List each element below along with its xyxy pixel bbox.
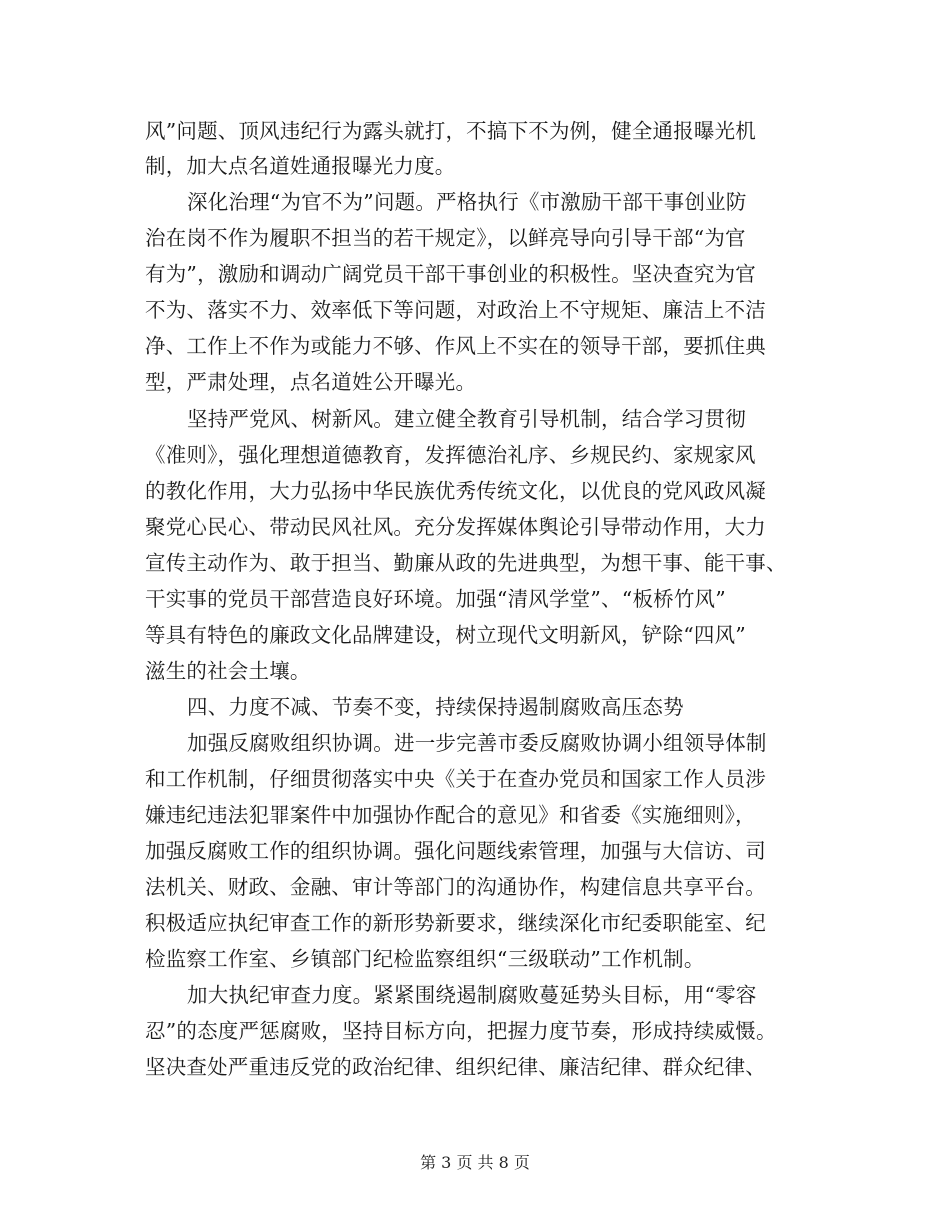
text-line: 《准则》，强化理想道德教育，发挥德治礼序、乡规民约、家规家风 <box>145 443 756 467</box>
text-line: 检监察工作室、乡镇部门纪检监察组织“三级联动”工作机制。 <box>145 947 705 971</box>
text-line: 忍”的态度严惩腐败，坚持目标方向，把握力度节奏，形成持续威慑。 <box>145 1019 777 1043</box>
text-line: 等具有特色的廉政文化品牌建设，树立现代文明新风，铲除“四风” <box>145 623 746 647</box>
text-line: 加强反腐败工作的组织协调。强化问题线索管理，加强与大信访、司 <box>145 839 766 863</box>
text-line: 有为”，激励和调动广阔党员干部干事创业的积极性。坚决查究为官 <box>145 262 756 286</box>
text-line: 宣传主动作为、敢于担当、勤廉从政的先进典型，为想干事、能干事、 <box>145 551 787 575</box>
text-line: 加大执纪审查力度。紧紧围绕遏制腐败蔓延势头目标，用“零容 <box>187 983 757 1007</box>
section-heading: 四、力度不减、节奏不变，持续保持遏制腐败高压态势 <box>187 695 684 719</box>
text-line: 聚党心民心、带动民风社风。充分发挥媒体舆论引导带动作用，大力 <box>145 515 766 539</box>
text-line: 坚持严党风、树新风。建立健全教育引导机制，结合学习贯彻 <box>187 407 746 431</box>
text-line: 净、工作上不作为或能力不够、作风上不实在的领导干部，要抓住典 <box>145 334 766 358</box>
text-line: 嫌违纪违法犯罪案件中加强协作配合的意见》和省委《实施细则》， <box>145 803 756 827</box>
text-line: 型，严肃处理，点名道姓公开曝光。 <box>145 370 477 394</box>
text-line: 治在岗不作为履职不担当的若干规定》，以鲜亮导向引导干部“为官 <box>145 226 746 250</box>
text-line: 加强反腐败组织协调。进一步完善市委反腐败协调小组领导体制 <box>187 731 767 755</box>
text-line: 风”问题、顶风违纪行为露头就打，不搞下不为例，健全通报曝光机 <box>145 119 756 143</box>
text-line: 法机关、财政、金融、审计等部门的沟通协作，构建信息共享平台。 <box>145 875 766 899</box>
text-line: 不为、落实不力、效率低下等问题，对政治上不守规矩、廉洁上不洁 <box>145 298 766 322</box>
text-line: 制，加大点名道姓通报曝光力度。 <box>145 154 456 178</box>
text-line: 积极适应执纪审查工作的新形势新要求，继续深化市纪委职能室、纪 <box>145 911 766 935</box>
text-line: 坚决查处严重违反党的政治纪律、组织纪律、廉洁纪律、群众纪律、 <box>145 1055 766 1079</box>
text-line: 和工作机制，仔细贯彻落实中央《关于在查办党员和国家工作人员涉 <box>145 767 766 791</box>
text-line: 深化治理“为官不为”问题。严格执行《市激励干部干事创业防 <box>187 190 747 214</box>
text-line: 干实事的党员干部营造良好环境。加强“清风学堂”、“板桥竹风” <box>145 587 726 611</box>
page-number-footer: 第 3 页 共 8 页 <box>420 1153 530 1172</box>
text-line: 的教化作用，大力弘扬中华民族优秀传统文化，以优良的党风政风凝 <box>145 479 766 503</box>
text-line: 滋生的社会土壤。 <box>145 659 311 683</box>
